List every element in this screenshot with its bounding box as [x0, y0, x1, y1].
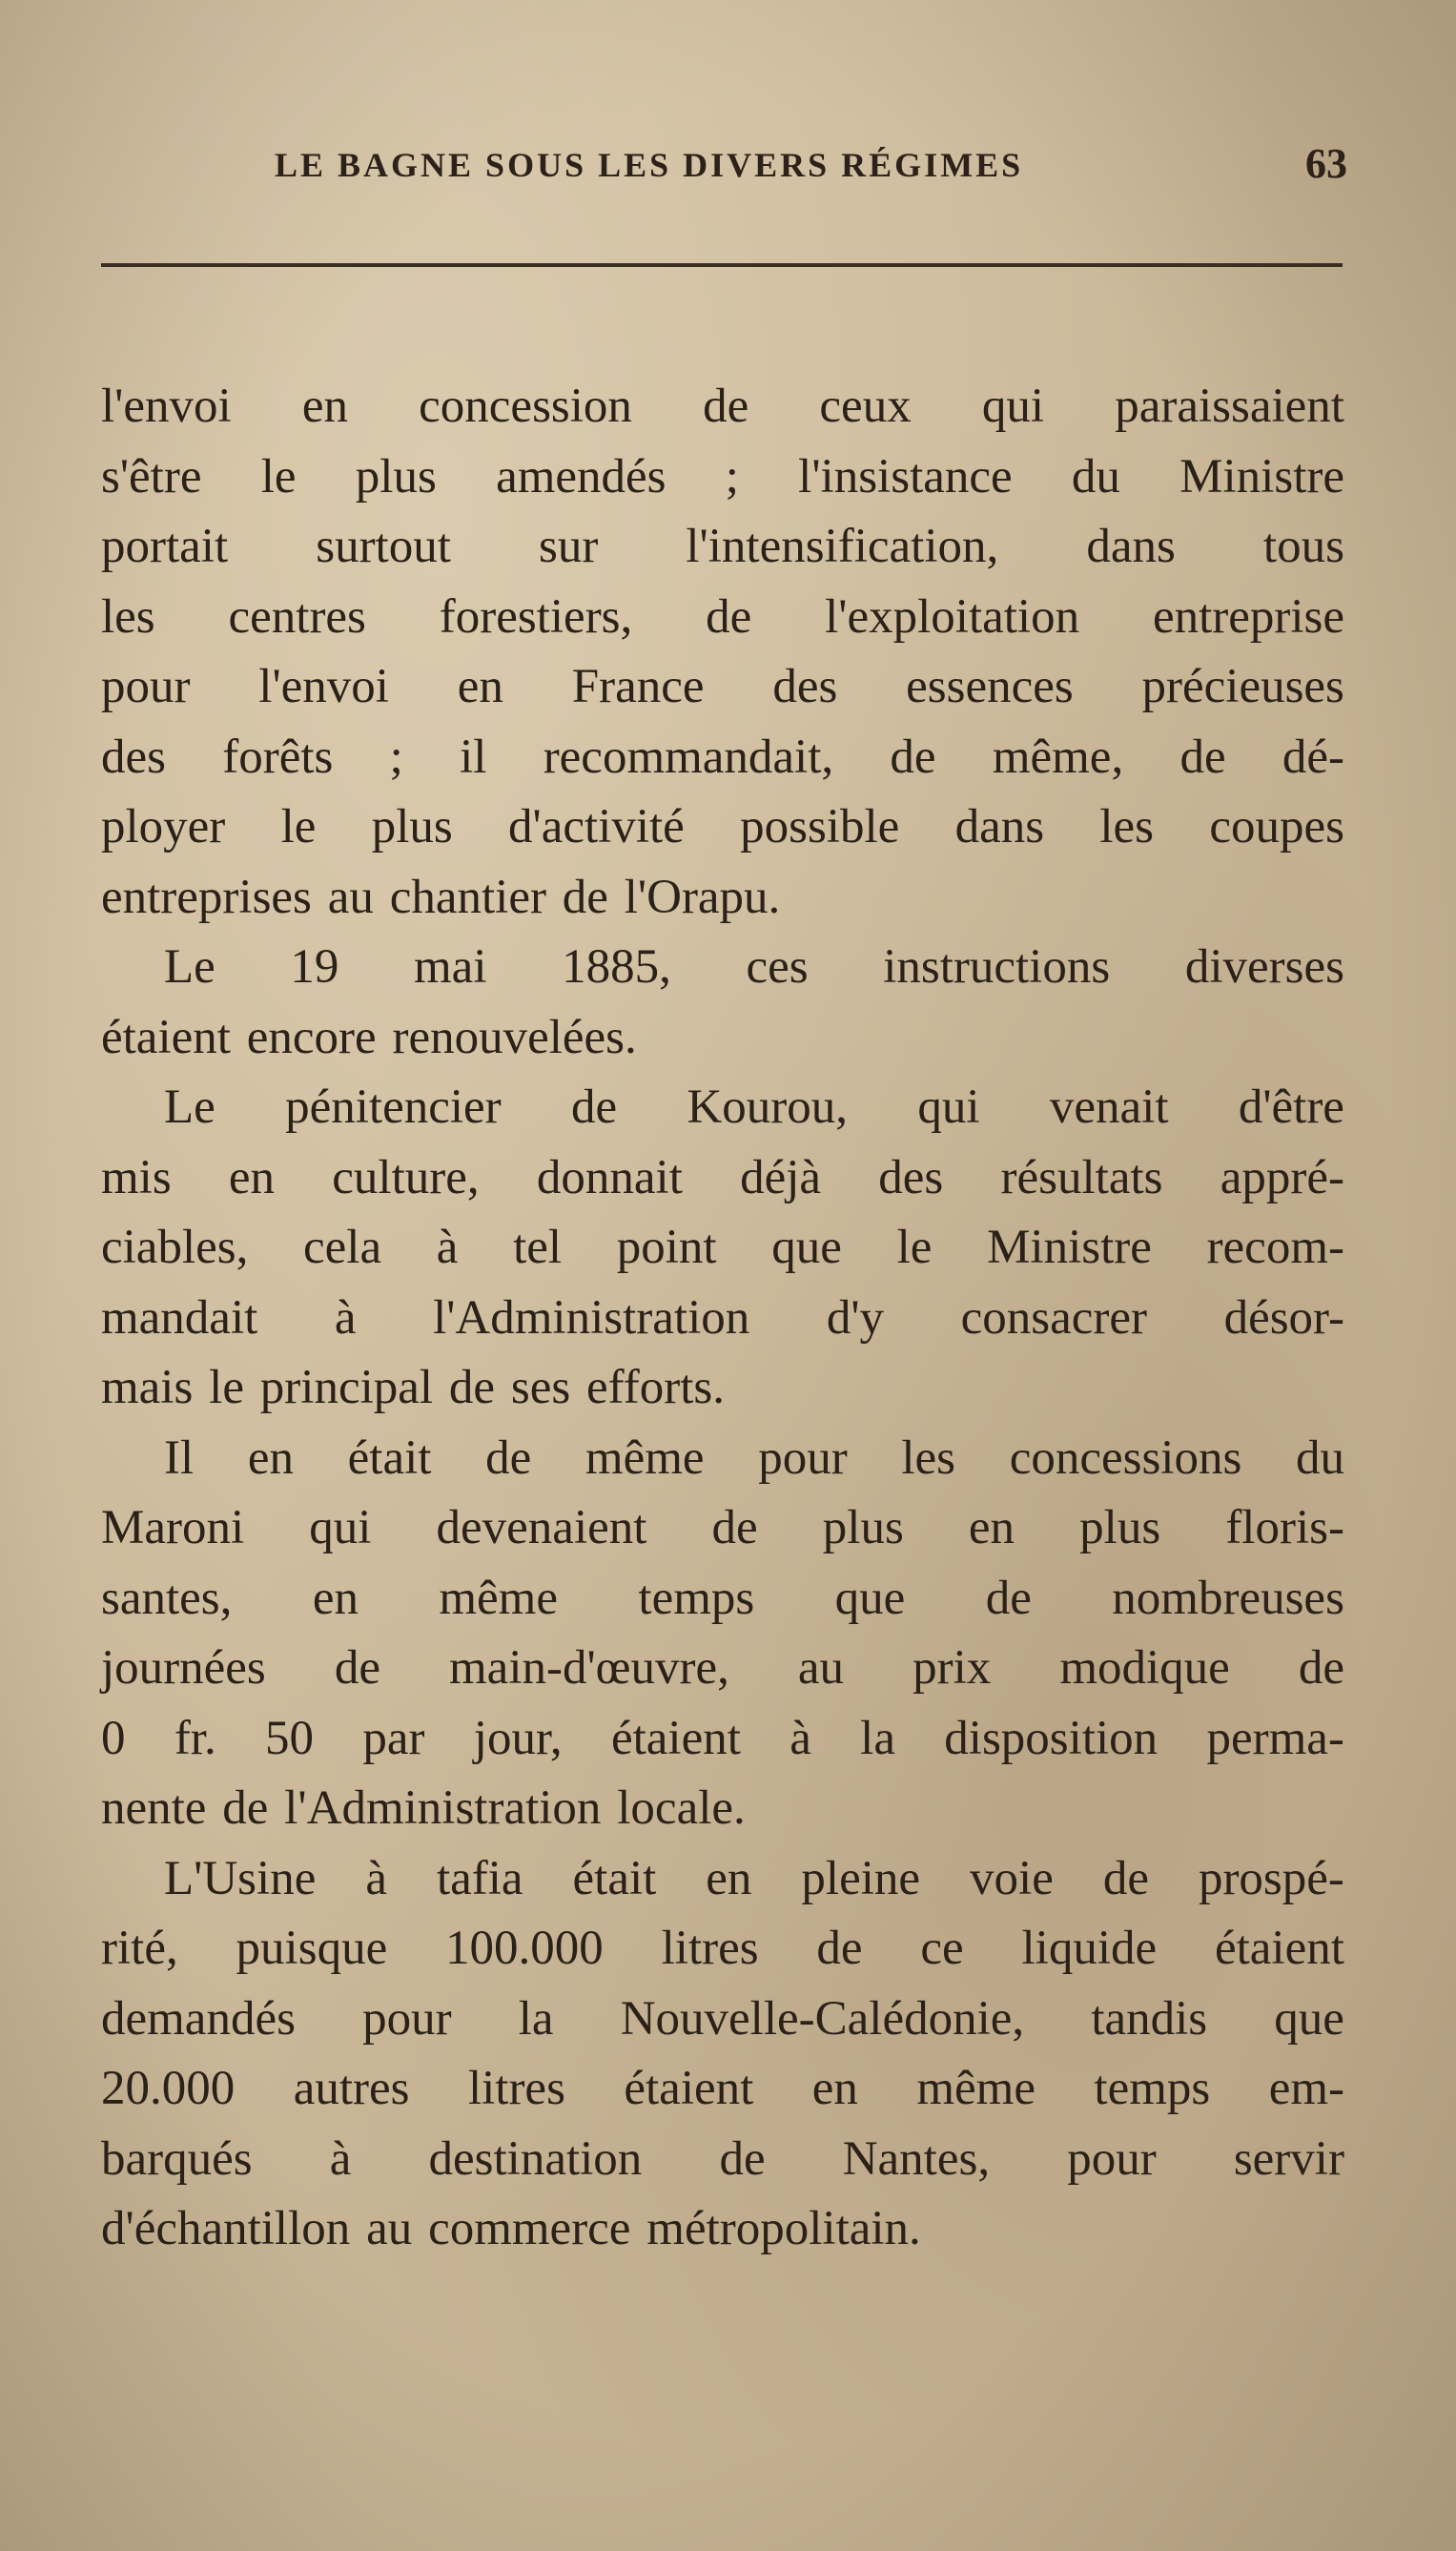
text-line: des forêts ; il recommandait, de même, de dé-	[101, 730, 1344, 784]
text-line: 0 fr. 50 par jour, étaient à la disposition perma-	[101, 1711, 1344, 1765]
text-line: l'envoi en concession de ceux qui paraissaient	[101, 380, 1344, 433]
text-line: ployer le plus d'activité possible dans les coupes	[101, 800, 1344, 854]
text-line: santes, en même temps que de nombreuses	[101, 1571, 1344, 1625]
text-line: mais le principal de ses efforts.	[101, 1361, 725, 1414]
text-line: L'Usine à tafia était en pleine voie de prospé-	[164, 1851, 1344, 1905]
text-line: ciables, cela à tel point que le Ministre recom-	[101, 1221, 1344, 1274]
text-line: 20.000 autres litres étaient en même temps em-	[101, 2062, 1344, 2115]
text-line: d'échantillon au commerce métropolitain.	[101, 2202, 921, 2255]
text-line: Le 19 mai 1885, ces instructions diverses	[164, 940, 1344, 994]
text-line: étaient encore renouvelées.	[101, 1010, 637, 1064]
text-line: portait surtout sur l'intensification, dans tous	[101, 520, 1344, 573]
text-line: Maroni qui devenaient de plus en plus floris-	[101, 1501, 1344, 1554]
text-line: barqués à destination de Nantes, pour servir	[101, 2131, 1344, 2186]
header-rule	[101, 263, 1343, 267]
text-line: journées de main-d'œuvre, au prix modique de	[101, 1641, 1344, 1695]
running-title: LE BAGNE SOUS LES DIVERS RÉGIMES	[275, 146, 1024, 184]
text-line: nente de l'Administration locale.	[101, 1781, 746, 1835]
page-number: 63	[1305, 140, 1347, 187]
text-line: entreprises au chantier de l'Orapu.	[101, 870, 781, 924]
text-line: pour l'envoi en France des essences précieuses	[101, 660, 1344, 713]
text-line: Le pénitencier de Kourou, qui venait d'être	[164, 1080, 1344, 1134]
text-line: Il en était de même pour les concessions du	[164, 1430, 1344, 1485]
text-line: mis en culture, donnait déjà des résultats appré-	[101, 1150, 1344, 1204]
running-head	[103, 141, 1347, 195]
text-line: les centres forestiers, de l'exploitation entreprise	[101, 589, 1344, 644]
text-line: mandait à l'Administration d'y consacrer désor-	[101, 1290, 1344, 1345]
text-line: rité, puisque 100.000 litres de ce liquide étaient	[101, 1922, 1344, 1975]
body-text	[101, 372, 1344, 2265]
text-line: s'être le plus amendés ; l'insistance du Ministre	[101, 449, 1344, 504]
text-line: demandés pour la Nouvelle-Calédonie, tandis que	[101, 1991, 1344, 2046]
